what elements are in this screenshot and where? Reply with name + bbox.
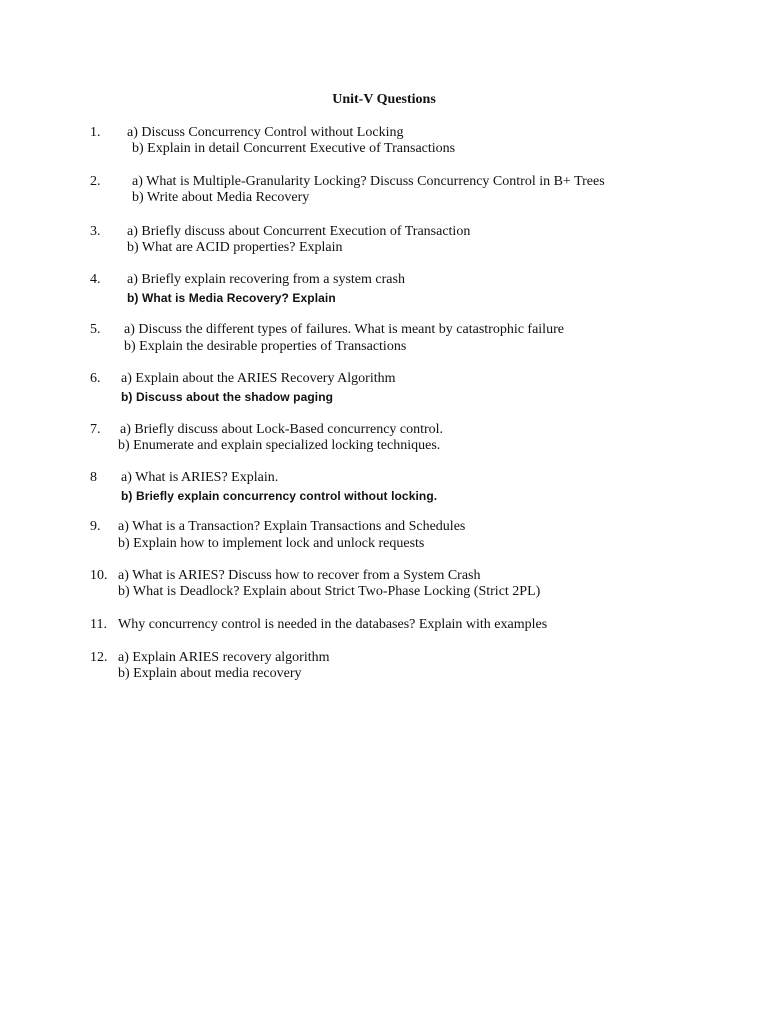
question-number: 12. bbox=[90, 650, 108, 665]
question-part-b: b) Write about Media Recovery bbox=[132, 190, 310, 205]
question-part-a: a) Briefly explain recovering from a system crash bbox=[127, 272, 405, 287]
question-number: 6. bbox=[90, 371, 101, 386]
question-part-b: b) Enumerate and explain specialized locking techniques. bbox=[118, 438, 441, 453]
question-number: 5. bbox=[90, 322, 101, 337]
question-part-b: b) Explain the desirable properties of Transactions bbox=[124, 339, 407, 354]
question-number: 4. bbox=[90, 272, 101, 287]
question-part-b: b) What is Media Recovery? Explain bbox=[127, 291, 336, 305]
question-part-a: a) What is ARIES? Explain. bbox=[121, 470, 279, 485]
question-number: 8 bbox=[90, 470, 97, 485]
question-part-b: b) Briefly explain concurrency control without locking. bbox=[121, 489, 438, 503]
page-title: Unit-V Questions bbox=[332, 92, 436, 107]
question-number: 10. bbox=[90, 568, 108, 583]
question-part-a: a) Explain ARIES recovery algorithm bbox=[118, 650, 330, 665]
question-part-b: b) What are ACID properties? Explain bbox=[127, 240, 343, 255]
question-number: 7. bbox=[90, 422, 101, 437]
question-text: Why concurrency control is needed in the databases? Explain with examples bbox=[118, 617, 548, 632]
question-part-a: a) What is ARIES? Discuss how to recover from a System Crash bbox=[118, 568, 481, 583]
question-part-a: a) What is a Transaction? Explain Transactions and Schedules bbox=[118, 519, 466, 534]
question-part-a: a) Explain about the ARIES Recovery Algorithm bbox=[121, 371, 396, 386]
question-part-a: a) Discuss the different types of failures. What is meant by catastrophic failure bbox=[124, 322, 564, 337]
question-part-a: a) Briefly discuss about Lock-Based concurrency control. bbox=[120, 422, 444, 437]
question-part-a: a) What is Multiple-Granularity Locking? Discuss Concurrency Control in B+ Trees bbox=[132, 174, 605, 189]
question-part-b: b) Explain about media recovery bbox=[118, 666, 302, 681]
question-part-a: a) Discuss Concurrency Control without Locking bbox=[127, 125, 404, 140]
question-number: 3. bbox=[90, 224, 101, 239]
question-part-a: a) Briefly discuss about Concurrent Execution of Transaction bbox=[127, 224, 471, 239]
question-part-b: b) What is Deadlock? Explain about Strict Two-Phase Locking (Strict 2PL) bbox=[118, 584, 541, 599]
question-number: 11. bbox=[90, 617, 107, 632]
question-part-b: b) Discuss about the shadow paging bbox=[121, 390, 334, 404]
question-part-b: b) Explain how to implement lock and unlock requests bbox=[118, 536, 425, 551]
question-number: 2. bbox=[90, 174, 101, 189]
question-number: 9. bbox=[90, 519, 101, 534]
question-number: 1. bbox=[90, 125, 101, 140]
question-part-b: b) Explain in detail Concurrent Executive of Transactions bbox=[132, 141, 456, 156]
